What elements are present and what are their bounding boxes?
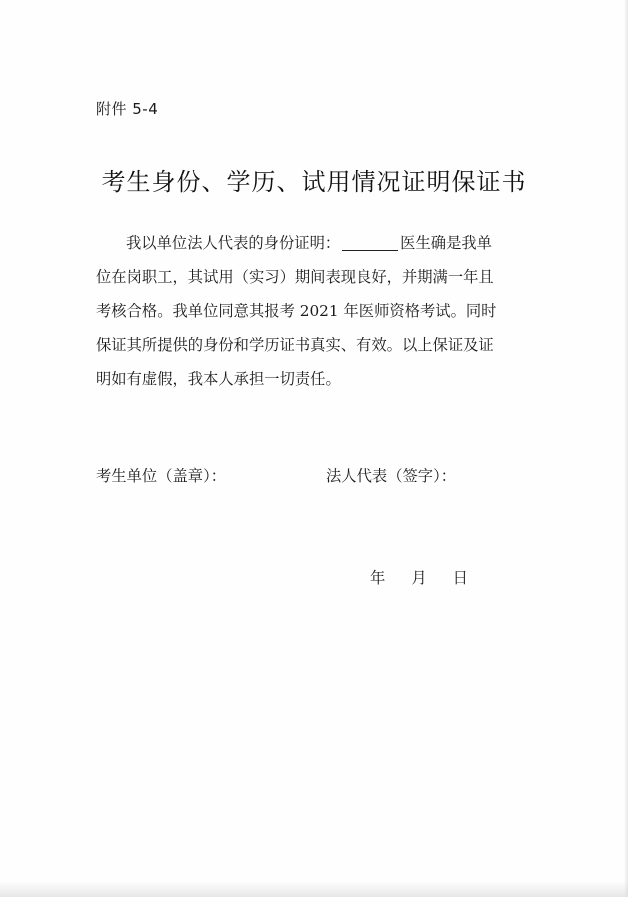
scan-shadow-right bbox=[624, 0, 628, 897]
body-line-1-start: 我以单位法人代表的身份证明： bbox=[126, 234, 341, 252]
body-line-3: 考核合格。我单位同意其报考 2021 年医师资格考试。同时 bbox=[96, 302, 497, 320]
document-title: 考生身份、学历、试用情况证明保证书 bbox=[101, 168, 527, 196]
date-year: 年 bbox=[370, 569, 386, 587]
body-line-5: 明如有虚假，我本人承担一切责任。 bbox=[96, 370, 341, 388]
body-paragraph bbox=[96, 226, 536, 396]
date-day: 日 bbox=[452, 569, 468, 587]
unit-seal-label: 考生单位（盖章）： bbox=[96, 467, 227, 485]
body-line-1-end: 医生确是我单 bbox=[400, 234, 492, 252]
date-month: 月 bbox=[411, 569, 427, 587]
attachment-label: 附件 5-4 bbox=[96, 100, 159, 118]
representative-signature-label: 法人代表（签字）： bbox=[326, 467, 457, 485]
name-blank-underline bbox=[342, 232, 398, 251]
body-line-2: 位在岗职工，其试用（实习）期间表现良好，并期满一年且 bbox=[96, 268, 494, 286]
body-line-1 bbox=[96, 226, 536, 260]
scan-shadow-bottom bbox=[0, 881, 628, 897]
date-line bbox=[370, 566, 468, 588]
body-line-4: 保证其所提供的身份和学历证书真实、有效。以上保证及证 bbox=[96, 336, 494, 354]
